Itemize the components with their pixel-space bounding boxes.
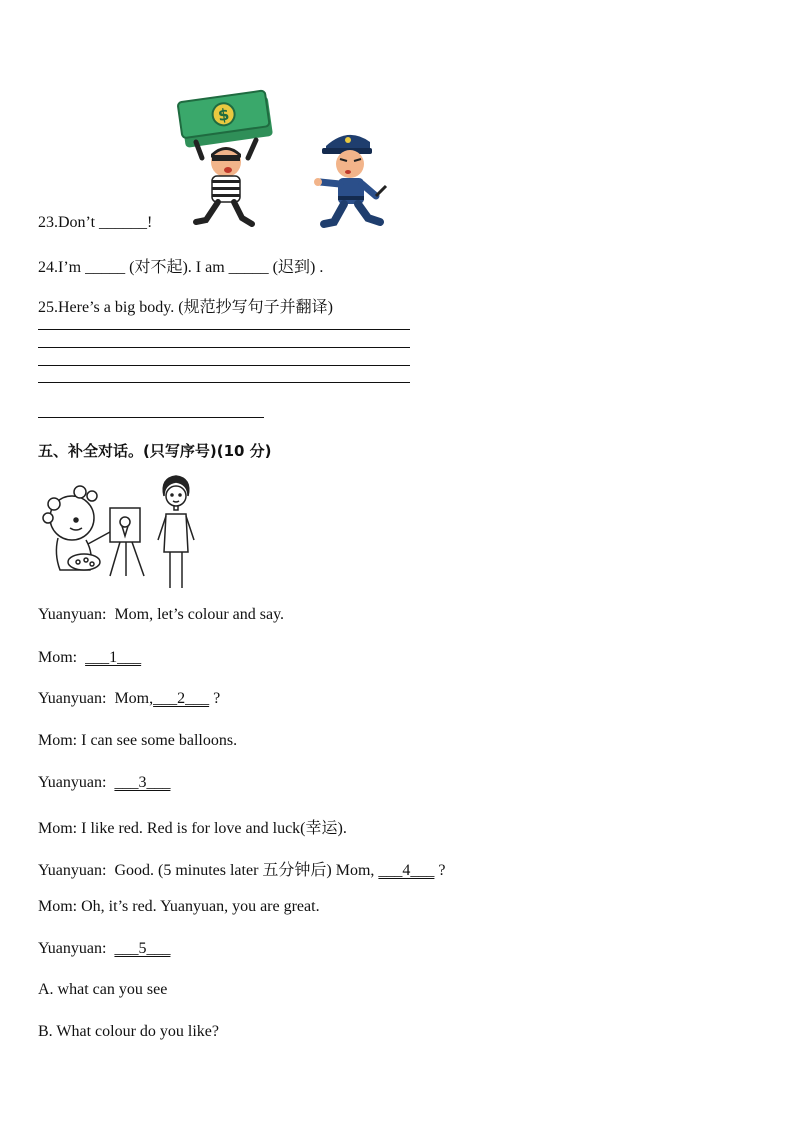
question-25-text: Here’s a big body. (规范抄写句子并翻译) bbox=[58, 299, 333, 316]
dialogue-speaker: Mom: bbox=[38, 732, 78, 749]
mother-icon bbox=[154, 474, 198, 592]
dialogue-text: Oh, it’s red. Yuanyuan, you are great. bbox=[81, 898, 320, 915]
question-23-text: Don’t bbox=[58, 214, 100, 231]
writing-line-4[interactable] bbox=[38, 382, 410, 383]
answer-blank-5[interactable]: ___5___ bbox=[114, 940, 171, 957]
question-23 bbox=[38, 214, 152, 232]
dialogue-speaker: Yuanyuan: bbox=[38, 774, 107, 791]
question-24-number: 24. bbox=[38, 259, 58, 276]
dialogue-speaker: Mom: bbox=[38, 820, 78, 837]
dialogue-line-9 bbox=[38, 940, 170, 958]
dialogue-text-end: ? bbox=[434, 862, 446, 879]
writing-line-1[interactable] bbox=[38, 329, 410, 330]
dialogue-text: Good. (5 minutes later 五分钟后) Mom, bbox=[114, 862, 379, 879]
writing-line-5[interactable] bbox=[38, 417, 264, 418]
dialogue-text: I like red. Red is for love and luck(幸运). bbox=[81, 820, 347, 837]
svg-text:$: $ bbox=[216, 104, 231, 125]
police-officer-icon bbox=[312, 126, 392, 232]
dialogue-line-1 bbox=[38, 606, 284, 624]
dialogue-speaker: Mom: bbox=[38, 649, 78, 666]
question-23-blank[interactable]: ______ bbox=[99, 214, 148, 231]
dialogue-text: I can see some balloons. bbox=[81, 732, 238, 749]
dialogue-speaker: Mom: bbox=[38, 898, 78, 915]
dialogue-line-3 bbox=[38, 690, 220, 708]
option-a: A. what can you see bbox=[38, 981, 168, 998]
question-25-number: 25. bbox=[38, 299, 58, 316]
dialogue-line-4 bbox=[38, 732, 237, 750]
question-24-blank-1[interactable]: _____ bbox=[85, 259, 126, 276]
dialogue-line-2 bbox=[38, 649, 141, 667]
answer-blank-2[interactable]: ___2___ bbox=[153, 690, 210, 707]
option-b: B. What colour do you like? bbox=[38, 1023, 219, 1040]
dialogue-speaker: Yuanyuan: bbox=[38, 940, 107, 957]
dialogue-line-5 bbox=[38, 774, 170, 792]
answer-blank-1[interactable]: ___1___ bbox=[85, 649, 142, 666]
question-24-hint-1: (对不起). I am bbox=[125, 259, 229, 276]
question-24-blank-2[interactable]: _____ bbox=[228, 259, 269, 276]
dialogue-speaker: Yuanyuan: bbox=[38, 690, 107, 707]
dialogue-text: Mom, let’s colour and say. bbox=[114, 606, 285, 623]
dialogue-text: Mom, bbox=[114, 690, 154, 707]
question-24 bbox=[38, 254, 323, 277]
dialogue-speaker: Yuanyuan: bbox=[38, 606, 107, 623]
dialogue-text-end: ? bbox=[209, 690, 221, 707]
question-23-number: 23. bbox=[38, 214, 58, 231]
answer-blank-3[interactable]: ___3___ bbox=[114, 774, 171, 791]
question-23-end: ! bbox=[147, 214, 153, 231]
girl-painting-icon bbox=[40, 484, 160, 580]
dialogue-line-7 bbox=[38, 857, 446, 880]
dialogue-line-6 bbox=[38, 815, 347, 838]
dialogue-line-8 bbox=[38, 898, 320, 916]
answer-blank-4[interactable]: ___4___ bbox=[378, 862, 435, 879]
dialogue-speaker: Yuanyuan: bbox=[38, 862, 107, 879]
writing-line-3[interactable] bbox=[38, 365, 410, 366]
section-5-heading: 五、补全对话。(只写序号)(10 分) bbox=[38, 442, 272, 460]
writing-line-2[interactable] bbox=[38, 347, 410, 348]
question-24-hint-2: (迟到) . bbox=[268, 259, 324, 276]
question-25 bbox=[38, 294, 333, 317]
question-24-part1: I’m bbox=[58, 259, 86, 276]
thief-with-money-icon bbox=[176, 92, 276, 232]
